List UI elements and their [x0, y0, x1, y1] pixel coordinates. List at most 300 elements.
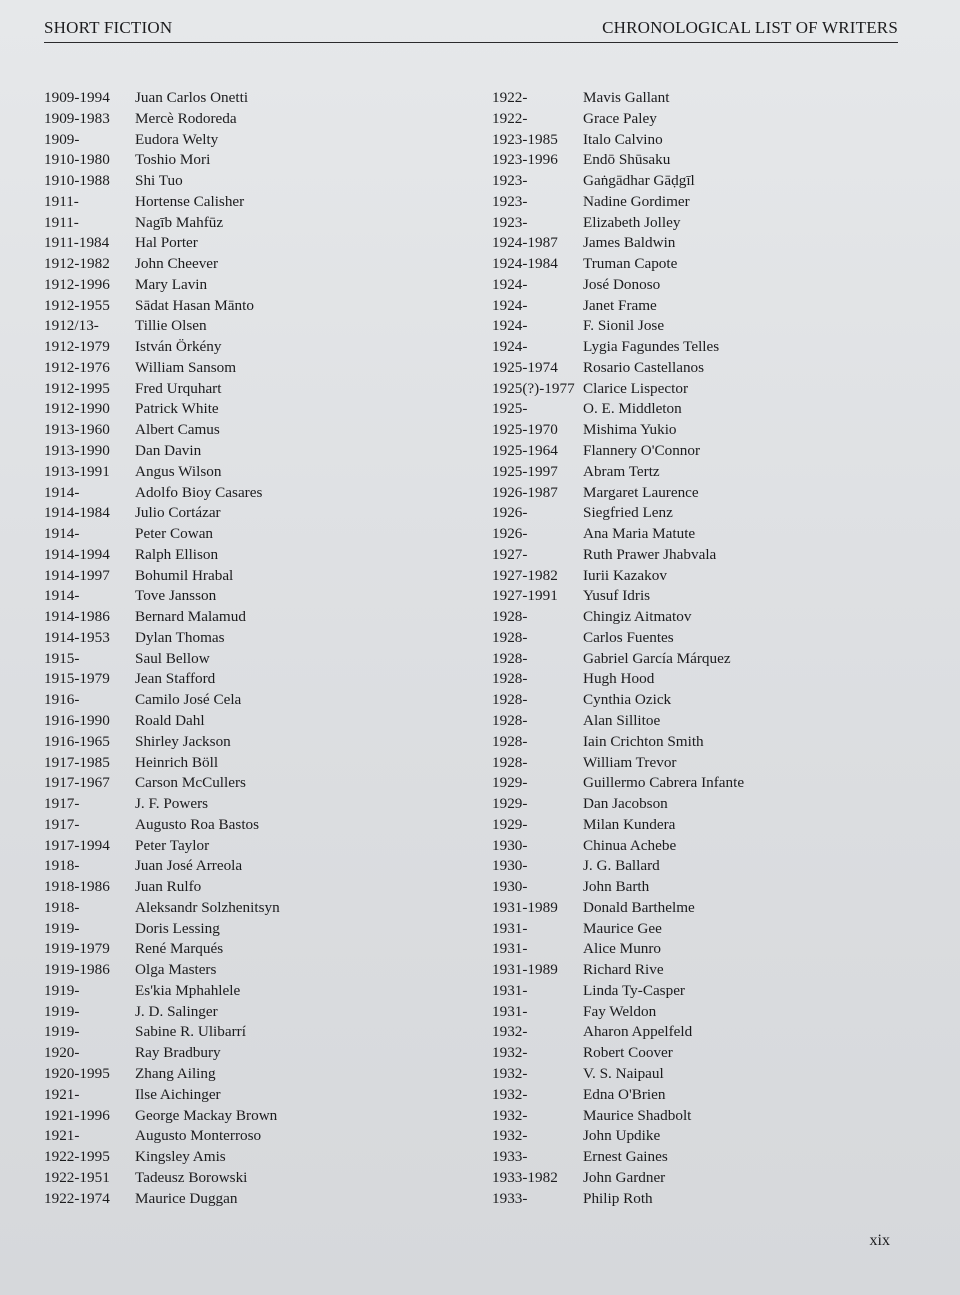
writer-entry	[492, 524, 932, 545]
writer-entry	[492, 316, 932, 337]
writer-name: Mishima Yukio	[583, 421, 677, 439]
writer-entry	[492, 586, 932, 607]
writer-entry	[492, 1022, 932, 1043]
writer-dates: 1923-	[492, 172, 528, 190]
writer-dates: 1932-	[492, 1044, 528, 1062]
writer-entry	[492, 503, 932, 524]
writer-entry	[492, 939, 932, 960]
writer-dates: 1914-1953	[44, 628, 110, 646]
writer-dates: 1923-	[492, 213, 528, 231]
writer-name: Dan Davin	[135, 442, 202, 460]
writer-dates: 1911-	[44, 192, 79, 210]
writer-dates: 1921-	[44, 1085, 80, 1103]
writer-name: Camilo José Cela	[135, 691, 242, 709]
writer-entry	[492, 690, 932, 711]
writer-name: Tove Jansson	[135, 587, 217, 605]
writer-dates: 1932-	[492, 1106, 528, 1124]
writer-entry	[44, 130, 484, 151]
writer-entry	[492, 483, 932, 504]
writer-name: Ernest Gaines	[583, 1148, 668, 1166]
writer-dates: 1931-	[492, 1002, 528, 1020]
writer-name: Roald Dahl	[135, 711, 205, 729]
writer-dates: 1912/13-	[44, 317, 99, 335]
writer-entry	[44, 773, 484, 794]
writer-entry	[44, 711, 484, 732]
writer-entry	[44, 1043, 484, 1064]
writer-name: Richard Rive	[583, 961, 664, 979]
writer-entry	[492, 399, 932, 420]
writer-dates: 1924-	[492, 317, 528, 335]
writer-name: Maurice Shadbolt	[583, 1106, 692, 1124]
writer-entry	[44, 649, 484, 670]
writer-dates: 1915-1979	[44, 670, 110, 688]
writer-dates: 1918-	[44, 898, 80, 916]
writer-dates: 1932-	[492, 1085, 528, 1103]
writer-entry	[492, 1043, 932, 1064]
writer-entry	[44, 815, 484, 836]
writer-entry	[44, 607, 484, 628]
writer-dates: 1914-1997	[44, 566, 110, 584]
writer-name: Aharon Appelfeld	[583, 1023, 693, 1041]
writer-entry	[492, 815, 932, 836]
writer-dates: 1931-	[492, 919, 528, 937]
writer-entry	[44, 1126, 484, 1147]
writer-dates: 1925-1997	[492, 462, 558, 480]
writer-dates: 1910-1980	[44, 151, 110, 169]
writer-dates: 1918-	[44, 857, 80, 875]
writer-name: Yusuf Idris	[583, 587, 651, 605]
writer-entry	[492, 1064, 932, 1085]
writer-dates: 1916-	[44, 691, 80, 709]
writer-dates: 1909-1983	[44, 109, 110, 127]
writer-name: Juan Rulfo	[135, 878, 202, 896]
writer-name: Augusto Roa Bastos	[135, 815, 260, 833]
writer-name: Mary Lavin	[135, 275, 208, 293]
writer-name: Gaṅgādhar Gāḍgīl	[583, 172, 695, 190]
writer-dates: 1912-1995	[44, 379, 110, 397]
writer-dates: 1928-	[492, 628, 528, 646]
writer-dates: 1926-	[492, 525, 528, 543]
writer-name: J. D. Salinger	[135, 1002, 218, 1020]
writer-name: René Marqués	[135, 940, 224, 958]
writer-entry	[44, 233, 484, 254]
writer-entry	[492, 379, 932, 400]
writer-entry	[44, 420, 484, 441]
writer-name: Italo Calvino	[583, 130, 663, 148]
running-head	[44, 18, 898, 42]
writer-entry	[492, 213, 932, 234]
writer-dates: 1928-	[492, 711, 528, 729]
writer-name: Bohumil Hrabal	[135, 566, 234, 584]
writer-entry	[44, 939, 484, 960]
writer-entry	[44, 1189, 484, 1210]
writer-dates: 1925(?)-1977	[492, 379, 575, 397]
writer-entry	[44, 628, 484, 649]
writer-name: Margaret Laurence	[583, 483, 699, 501]
writer-name: José Donoso	[583, 275, 661, 293]
writer-entry	[44, 1022, 484, 1043]
writer-name: John Gardner	[583, 1168, 666, 1186]
writer-name: Fay Weldon	[583, 1002, 657, 1020]
writer-entry	[492, 130, 932, 151]
writer-dates: 1918-1986	[44, 878, 110, 896]
writer-name: Siegfried Lenz	[583, 504, 673, 522]
writer-name: Augusto Monterroso	[135, 1127, 262, 1145]
writer-entry	[44, 358, 484, 379]
writer-dates: 1917-	[44, 815, 80, 833]
writer-name: Ilse Aichinger	[135, 1085, 221, 1103]
writer-dates: 1916-1990	[44, 711, 110, 729]
writer-dates: 1919-	[44, 981, 80, 999]
writer-name: Juan Carlos Onetti	[135, 89, 249, 106]
writer-entry	[44, 856, 484, 877]
writer-entry	[492, 296, 932, 317]
writer-dates: 1912-1990	[44, 400, 110, 418]
writer-dates: 1933-	[492, 1148, 528, 1166]
writer-name: Janet Frame	[583, 296, 657, 314]
writer-entry	[492, 711, 932, 732]
writer-dates: 1912-1982	[44, 255, 110, 273]
writer-entry	[44, 1085, 484, 1106]
writer-name: John Barth	[583, 878, 650, 896]
writer-name: William Trevor	[583, 753, 677, 771]
writer-entry	[492, 669, 932, 690]
writer-dates: 1913-1960	[44, 421, 110, 439]
writer-entry	[44, 524, 484, 545]
writer-entry	[492, 420, 932, 441]
writer-dates: 1928-	[492, 608, 528, 626]
writer-entry	[492, 628, 932, 649]
writer-entry	[492, 960, 932, 981]
writer-dates: 1916-1965	[44, 732, 110, 750]
writer-name: Es'kia Mphahlele	[135, 981, 241, 999]
writer-name: Hugh Hood	[583, 670, 655, 688]
writer-name: Elizabeth Jolley	[583, 213, 681, 231]
writer-dates: 1921-	[44, 1127, 80, 1145]
writer-entry	[44, 1168, 484, 1189]
writer-dates: 1914-	[44, 525, 80, 543]
writer-name: Edna O'Brien	[583, 1085, 666, 1103]
writer-entry	[44, 254, 484, 275]
writer-dates: 1931-	[492, 940, 528, 958]
writer-name: Endō Shūsaku	[583, 151, 671, 169]
writer-name: Shirley Jackson	[135, 732, 231, 750]
writer-dates: 1933-1982	[492, 1168, 558, 1186]
writer-name: John Updike	[583, 1127, 661, 1145]
writer-entry	[44, 732, 484, 753]
writer-dates: 1925-	[492, 400, 528, 418]
writer-name: James Baldwin	[583, 234, 676, 252]
writer-entry	[44, 1106, 484, 1127]
writer-name: Ray Bradbury	[135, 1044, 221, 1062]
writer-dates: 1923-	[492, 192, 528, 210]
writer-entry	[44, 753, 484, 774]
writer-entry	[492, 732, 932, 753]
writer-entry	[492, 337, 932, 358]
writer-dates: 1928-	[492, 753, 528, 771]
writer-name: Rosario Castellanos	[583, 358, 705, 376]
writer-dates: 1922-1995	[44, 1148, 110, 1166]
writer-name: John Cheever	[135, 255, 219, 273]
writer-dates: 1929-	[492, 795, 528, 813]
writer-dates: 1927-1991	[492, 587, 558, 605]
writer-name: Aleksandr Solzhenitsyn	[135, 898, 280, 916]
writer-name: F. Sionil Jose	[583, 317, 665, 335]
page-number: xix	[869, 1232, 890, 1249]
writer-name: Cynthia Ozick	[583, 691, 672, 709]
writer-dates: 1919-1986	[44, 961, 110, 979]
writer-entry	[492, 545, 932, 566]
writer-dates: 1913-1991	[44, 462, 110, 480]
writer-name: Angus Wilson	[135, 462, 222, 480]
right-column	[492, 88, 932, 1209]
writer-dates: 1932-	[492, 1064, 528, 1082]
writer-dates: 1914-	[44, 587, 80, 605]
writer-entry	[492, 649, 932, 670]
writer-name: Bernard Malamud	[135, 608, 246, 626]
writer-name: Alan Sillitoe	[583, 711, 661, 729]
writer-dates: 1930-	[492, 857, 528, 875]
writer-name: Alice Munro	[583, 940, 662, 958]
writer-name: Toshio Mori	[135, 151, 211, 169]
writer-dates: 1912-1955	[44, 296, 110, 314]
writer-name: Julio Cortázar	[135, 504, 221, 522]
writer-dates: 1931-1989	[492, 961, 558, 979]
writer-dates: 1931-1989	[492, 898, 558, 916]
writer-name: Robert Coover	[583, 1044, 673, 1062]
writer-entry	[44, 213, 484, 234]
writer-entry	[44, 503, 484, 524]
writer-entry	[492, 753, 932, 774]
writer-name: Tillie Olsen	[135, 317, 207, 335]
writer-entry	[492, 441, 932, 462]
writer-dates: 1910-1988	[44, 172, 110, 190]
writer-name: Tadeusz Borowski	[135, 1168, 248, 1186]
writer-name: Gabriel García Márquez	[583, 649, 731, 667]
writer-dates: 1923-1996	[492, 151, 558, 169]
writer-name: Philip Roth	[583, 1189, 653, 1207]
writer-name: István Örkény	[135, 338, 222, 356]
writer-dates: 1931-	[492, 981, 528, 999]
writer-entry	[44, 545, 484, 566]
writer-name: Mercè Rodoreda	[135, 109, 237, 127]
writer-entry	[492, 462, 932, 483]
writer-entry	[492, 607, 932, 628]
writer-dates: 1928-	[492, 649, 528, 667]
writer-entry	[492, 88, 932, 109]
writer-entry	[492, 171, 932, 192]
writer-entry	[44, 150, 484, 171]
writer-dates: 1933-	[492, 1189, 528, 1207]
writer-dates: 1921-1996	[44, 1106, 110, 1124]
writer-dates: 1912-1976	[44, 358, 110, 376]
writer-entry	[492, 919, 932, 940]
writer-name: O. E. Middleton	[583, 400, 682, 418]
writer-name: Shi Tuo	[135, 172, 183, 190]
writer-entry	[44, 275, 484, 296]
writer-name: Kingsley Amis	[135, 1148, 226, 1166]
writer-entry	[492, 358, 932, 379]
writer-dates: 1909-	[44, 130, 80, 148]
writer-dates: 1922-1974	[44, 1189, 110, 1207]
writer-entry	[44, 898, 484, 919]
writer-entry	[44, 1147, 484, 1168]
writer-dates: 1917-1985	[44, 753, 110, 771]
writer-name: Juan José Arreola	[135, 857, 243, 875]
writer-entry	[44, 836, 484, 857]
writer-dates: 1923-1985	[492, 130, 558, 148]
writer-entry	[492, 254, 932, 275]
writer-dates: 1927-1982	[492, 566, 558, 584]
writer-dates: 1917-	[44, 795, 80, 813]
writer-name: V. S. Naipaul	[583, 1064, 664, 1082]
writer-dates: 1929-	[492, 815, 528, 833]
writer-name: Patrick White	[135, 400, 219, 418]
writer-dates: 1922-	[492, 89, 528, 106]
writer-entry	[44, 690, 484, 711]
writer-entry	[44, 566, 484, 587]
writer-entry	[492, 981, 932, 1002]
writer-entry	[44, 669, 484, 690]
writer-dates: 1929-	[492, 774, 528, 792]
writer-name: Adolfo Bioy Casares	[135, 483, 263, 501]
writer-dates: 1911-	[44, 213, 79, 231]
writer-name: Iurii Kazakov	[583, 566, 667, 584]
writer-entry	[492, 233, 932, 254]
writer-dates: 1914-1984	[44, 504, 110, 522]
writer-dates: 1932-	[492, 1127, 528, 1145]
header-rule	[44, 42, 898, 43]
writer-entry	[44, 877, 484, 898]
writer-dates: 1927-	[492, 545, 528, 563]
writer-name: Saul Bellow	[135, 649, 210, 667]
writer-entry	[492, 1002, 932, 1023]
writer-name: Lygia Fagundes Telles	[583, 338, 720, 356]
writer-dates: 1914-1986	[44, 608, 110, 626]
writer-entry	[44, 960, 484, 981]
writer-entry	[44, 1002, 484, 1023]
writer-name: Peter Taylor	[135, 836, 210, 854]
writer-dates: 1925-1964	[492, 442, 558, 460]
writer-dates: 1920-1995	[44, 1064, 110, 1082]
writer-name: Chinua Achebe	[583, 836, 677, 854]
writer-name: Grace Paley	[583, 109, 657, 127]
writer-name: Ruth Prawer Jhabvala	[583, 545, 717, 563]
writer-name: Guillermo Cabrera Infante	[583, 774, 745, 792]
writer-dates: 1919-	[44, 1002, 80, 1020]
running-head-right: CHRONOLOGICAL LIST OF WRITERS	[602, 18, 898, 37]
writer-dates: 1917-1967	[44, 774, 110, 792]
writer-name: Carlos Fuentes	[583, 628, 674, 646]
writer-entry	[492, 1168, 932, 1189]
writer-entry	[492, 1085, 932, 1106]
writer-dates: 1922-1951	[44, 1168, 110, 1186]
writer-dates: 1928-	[492, 732, 528, 750]
left-column	[44, 88, 484, 1209]
writer-dates: 1928-	[492, 670, 528, 688]
writer-name: Mavis Gallant	[583, 89, 670, 106]
writer-entry	[44, 109, 484, 130]
writer-dates: 1914-	[44, 483, 80, 501]
writer-dates: 1914-1994	[44, 545, 110, 563]
writer-dates: 1922-	[492, 109, 528, 127]
writer-entry	[492, 877, 932, 898]
writer-entry	[44, 981, 484, 1002]
writer-name: Peter Cowan	[135, 525, 214, 543]
writer-name: Olga Masters	[135, 961, 217, 979]
writer-name: Eudora Welty	[135, 130, 219, 148]
writer-name: Sādat Hasan Mānto	[135, 296, 254, 314]
writer-dates: 1911-1984	[44, 234, 110, 252]
writer-name: William Sansom	[135, 358, 237, 376]
writer-name: Albert Camus	[135, 421, 220, 439]
writer-name: Jean Stafford	[135, 670, 216, 688]
writer-entry	[44, 794, 484, 815]
writer-entry	[44, 88, 484, 109]
writer-entry	[492, 773, 932, 794]
writer-name: Iain Crichton Smith	[583, 732, 704, 750]
writer-name: Clarice Lispector	[583, 379, 688, 397]
running-head-left: SHORT FICTION	[44, 18, 173, 37]
writer-dates: 1919-	[44, 919, 80, 937]
writer-name: Abram Tertz	[583, 462, 660, 480]
writer-entry	[492, 109, 932, 130]
writer-dates: 1930-	[492, 878, 528, 896]
writer-dates: 1919-	[44, 1023, 80, 1041]
writer-name: Dylan Thomas	[135, 628, 225, 646]
writer-dates: 1925-1974	[492, 358, 558, 376]
writer-entry	[44, 379, 484, 400]
writer-entry	[492, 566, 932, 587]
writer-entry	[492, 192, 932, 213]
writer-entry	[492, 150, 932, 171]
writer-name: Ana Maria Matute	[583, 525, 696, 543]
writer-name: Flannery O'Connor	[583, 442, 701, 460]
writer-entry	[492, 856, 932, 877]
writer-entry	[44, 296, 484, 317]
writer-dates: 1912-1979	[44, 338, 110, 356]
writer-dates: 1926-1987	[492, 483, 558, 501]
writer-name: George Mackay Brown	[135, 1106, 278, 1124]
writer-entry	[44, 337, 484, 358]
writer-name: Heinrich Böll	[135, 753, 219, 771]
writer-name: Donald Barthelme	[583, 898, 695, 916]
writer-entry	[492, 898, 932, 919]
writer-entry	[44, 1064, 484, 1085]
writer-dates: 1920-	[44, 1044, 80, 1062]
writer-dates: 1924-	[492, 275, 528, 293]
writer-name: Maurice Gee	[583, 919, 662, 937]
writer-entry	[492, 275, 932, 296]
writer-name: Dan Jacobson	[583, 795, 668, 813]
writer-name: Ralph Ellison	[135, 545, 219, 563]
writer-dates: 1919-1979	[44, 940, 110, 958]
writer-entry	[44, 919, 484, 940]
writer-name: Hal Porter	[135, 234, 198, 252]
writer-name: J. G. Ballard	[583, 857, 660, 875]
writer-name: Fred Urquhart	[135, 379, 222, 397]
writer-dates: 1912-1996	[44, 275, 110, 293]
writer-dates: 1924-	[492, 296, 528, 314]
writer-entry	[492, 1147, 932, 1168]
writer-dates: 1926-	[492, 504, 528, 522]
writer-name: Truman Capote	[583, 255, 678, 273]
writer-dates: 1917-1994	[44, 836, 110, 854]
writer-name: Nadine Gordimer	[583, 192, 690, 210]
writer-entry	[44, 441, 484, 462]
writer-entry	[44, 586, 484, 607]
writer-entry	[492, 836, 932, 857]
